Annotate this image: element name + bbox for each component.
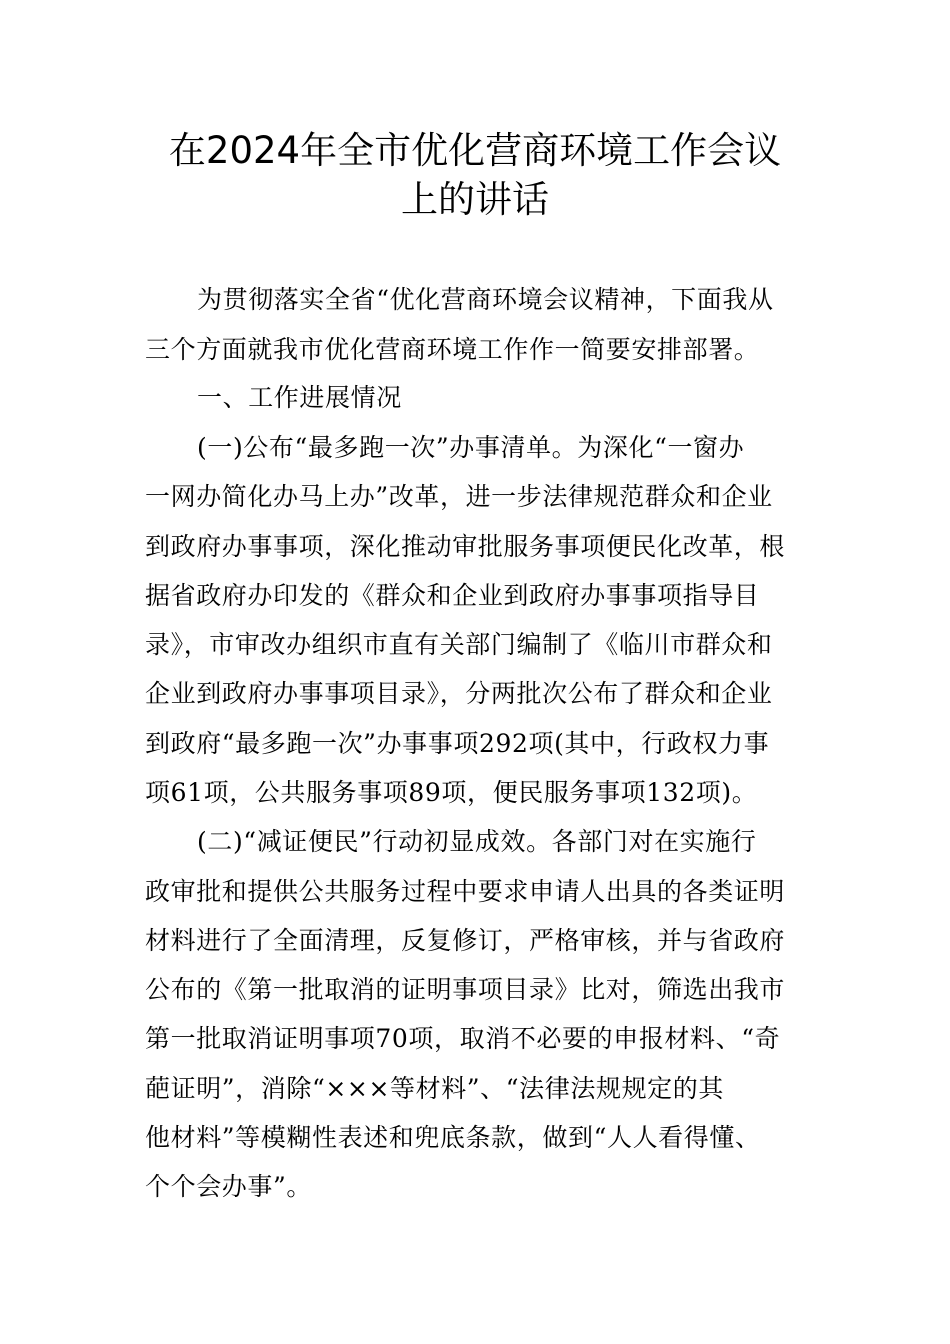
paragraph-1-line-5: 录》，市审改办组织市直有关部门编制了《临川市群众和 <box>145 630 773 659</box>
paragraph-1-line-1: (一)公布“最多跑一次”办事清单。为深化“一窗办 <box>197 433 745 462</box>
paragraph-2-line-6: 葩证明”，消除“×××等材料”、“法律法规规定的其 <box>145 1074 724 1103</box>
paragraph-1-line-2: 一网办简化办马上办”改革，进一步法律规范群众和企业 <box>145 482 773 511</box>
paragraph-1-line-7: 到政府“最多跑一次”办事事项292项(其中，行政权力事 <box>145 729 770 758</box>
paragraph-2-line-2: 政审批和提供公共服务过程中要求申请人出具的各类证明 <box>145 877 786 906</box>
paragraph-2-line-1: (二)“减证便民”行动初显成效。各部门对在实施行 <box>197 827 757 856</box>
section-heading-1: 一、工作进展情况 <box>197 383 402 412</box>
paragraph-1-line-3: 到政府办事事项，深化推动审批服务事项便民化改革，根 <box>145 532 786 561</box>
paragraph-2-line-3: 材料进行了全面清理，反复修订，严格审核，并与省政府 <box>145 926 786 955</box>
paragraph-1-line-6: 企业到政府办事事项目录》，分两批次公布了群众和企业 <box>145 679 773 708</box>
paragraph-2-line-5: 第一批取消证明事项70项，取消不必要的申报材料、“奇 <box>145 1024 781 1053</box>
document-title-line-2: 上的讲话 <box>401 178 549 221</box>
paragraph-intro-line-2: 三个方面就我市优化营商环境工作作一简要安排部署。 <box>145 335 760 364</box>
paragraph-2-line-7: 他材料”等模糊性表述和兜底条款，做到“人人看得懂、 <box>145 1123 761 1152</box>
paragraph-intro-line-1: 为贯彻落实全省“优化营商环境会议精神，下面我从 <box>197 285 774 314</box>
paragraph-2-line-4: 公布的《第一批取消的证明事项目录》比对，筛选出我市 <box>145 975 786 1004</box>
paragraph-1-line-4: 据省政府办印发的《群众和企业到政府办事事项指导目 <box>145 581 760 610</box>
paragraph-1-line-8: 项61项，公共服务事项89项，便民服务事项132项)。 <box>145 778 758 807</box>
paragraph-2-line-8: 个个会办事”。 <box>145 1172 312 1201</box>
document-title-line-1: 在2024年全市优化营商环境工作会议 <box>168 129 782 172</box>
